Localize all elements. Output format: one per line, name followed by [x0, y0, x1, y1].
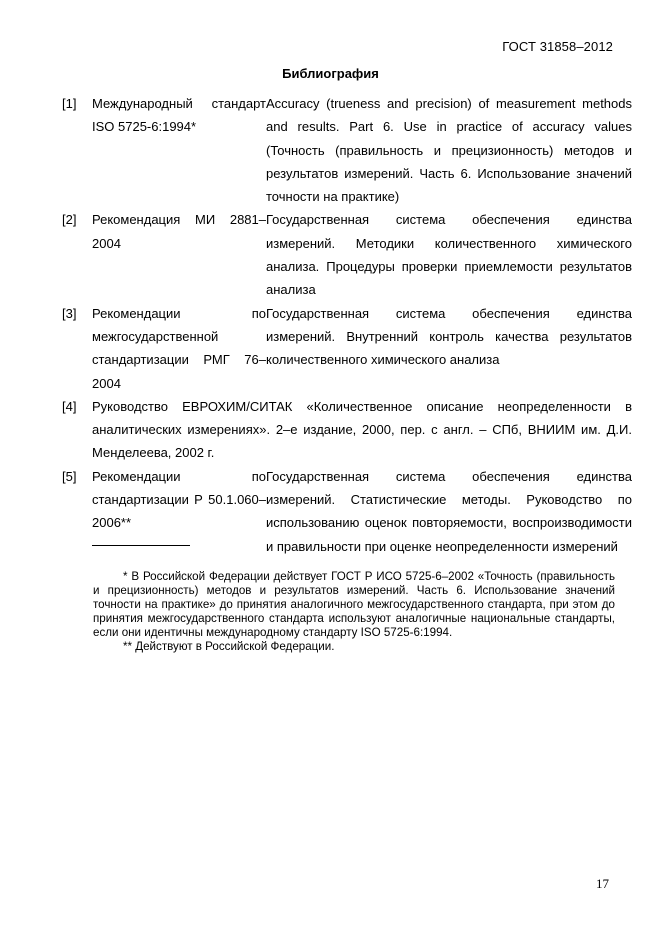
entry-number: [1] [62, 96, 77, 111]
bibliography-entry [62, 208, 632, 301]
entry-number: [3] [62, 305, 77, 321]
footnote: * В Российской Федерации действует ГОСТ Р ИСО 5725-6–2002 «Точность (правильность и прецизионность) методов и результатов измерений. Часть 6. Использование значений точности на практике» до принятия аналогичного межгосударственного стандарта, при этом до принятия межгосударственного стандарта используют аналогичные национальные стандарты, если они идентичны международному стандарту ISO 5725-6:1994. [93, 570, 615, 639]
entry-text: Руководство ЕВРОХИМ/СИТАК «Количественное описание неопределенности в аналитических измерениях». 2–е издание, 2000, пер. с англ. – СПб, ВНИИМ им. Д.И. Менделеева, 2002 г. [92, 398, 632, 461]
bibliography-list [62, 92, 632, 558]
footnote-divider [92, 545, 190, 546]
entry-source: Международный стандарт ISO 5725-6:1994* [92, 96, 266, 135]
entry-number: [4] [62, 398, 77, 414]
bibliography-entry [62, 92, 632, 208]
entry-description: Accuracy (trueness and precision) of measurement methods and results. Part 6. Use in practice of accuracy values (Точность (правильность и прецизионность) методов и результатов измерений. Часть 6. Использование значений точности на практике) [266, 96, 632, 205]
entry-number: [2] [62, 212, 77, 228]
footnote: ** Действуют в Российской Федерации. [123, 640, 335, 653]
document-code: ГОСТ 31858–2012 [502, 39, 613, 54]
bibliography-entry [62, 302, 632, 395]
entry-description: Государственная система обеспечения единства измерений. Методики количественного химического анализа. Процедуры проверки приемлемости результатов анализа [266, 212, 632, 298]
entry-source: Рекомендация МИ 2881–2004 [92, 212, 266, 251]
entry-source: Рекомендации по стандартизации Р 50.1.060–2006** [92, 468, 266, 531]
page-number: 17 [596, 876, 609, 891]
entry-source: Рекомендации по межгосударственной стандартизации РМГ 76–2004 [92, 305, 266, 391]
bibliography-entry [62, 395, 632, 465]
page-title: Библиография [282, 66, 379, 81]
entry-description: Государственная система обеспечения единства измерений. Внутренний контроль качества результатов количественного химического анализа [266, 305, 632, 368]
entry-number: [5] [62, 468, 77, 484]
footnotes [93, 570, 615, 654]
entry-description: Государственная система обеспечения единства измерений. Статистические методы. Руководство по использованию оценок повторяемости, воспроизводимости и правильности при оценке неопределенности измерений [266, 468, 632, 554]
bibliography-entry [62, 465, 632, 558]
